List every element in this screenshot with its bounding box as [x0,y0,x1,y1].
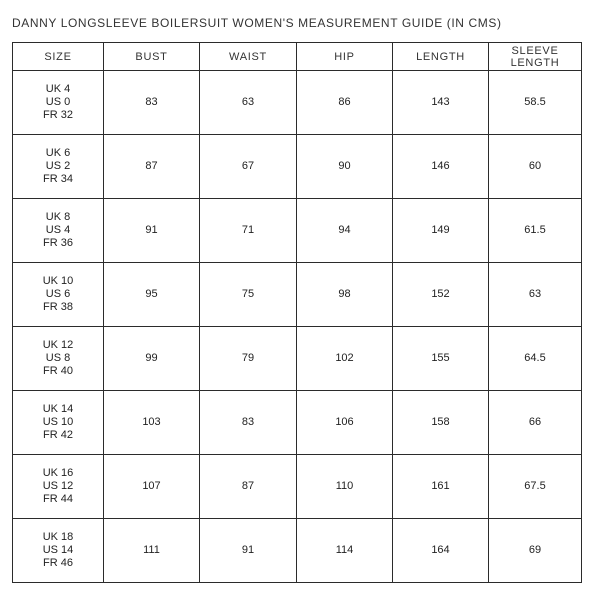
waist-cell: 91 [200,519,297,583]
bust-cell: 87 [104,135,200,199]
sleeve-length-cell: 60 [489,135,582,199]
bust-cell: 99 [104,327,200,391]
table-row [13,135,582,199]
size-uk: UK 8 [45,211,71,223]
size-uk: UK 14 [42,403,74,415]
waist-cell: 83 [200,391,297,455]
size-cell [13,391,104,455]
measurement-table [12,42,582,583]
size-cell [13,199,104,263]
sleeve-length-cell: 67.5 [489,455,582,519]
size-cell [13,519,104,583]
sleeve-length-cell: 63 [489,263,582,327]
size-uk: UK 10 [42,275,74,287]
bust-cell: 103 [104,391,200,455]
waist-cell: 71 [200,199,297,263]
bust-cell: 111 [104,519,200,583]
bust-cell: 91 [104,199,200,263]
size-fr: FR 46 [43,557,73,569]
size-uk: UK 6 [45,147,71,159]
size-fr: FR 34 [43,173,73,185]
column-header-size: SIZE [13,43,104,71]
column-header-bust: BUST [104,43,200,71]
size-uk: UK 16 [42,467,74,479]
size-us: US 0 [45,96,71,108]
hip-cell: 114 [297,519,393,583]
length-cell: 152 [393,263,489,327]
size-fr: FR 36 [43,237,73,249]
size-cell [13,327,104,391]
size-cell [13,455,104,519]
size-cell [13,263,104,327]
hip-cell: 110 [297,455,393,519]
size-us: US 4 [45,224,71,236]
page-title: DANNY LONGSLEEVE BOILERSUIT WOMEN'S MEASUREMENT GUIDE (IN CMS) [12,16,502,30]
size-us: US 14 [42,544,74,556]
size-fr: FR 32 [43,109,73,121]
table-row [13,519,582,583]
sleeve-length-cell: 66 [489,391,582,455]
length-cell: 149 [393,199,489,263]
waist-cell: 87 [200,455,297,519]
waist-cell: 79 [200,327,297,391]
size-uk: UK 18 [42,531,74,543]
hip-cell: 94 [297,199,393,263]
size-us: US 12 [42,480,74,492]
waist-cell: 67 [200,135,297,199]
table-row [13,71,582,135]
column-header-length: LENGTH [393,43,489,71]
size-fr: FR 40 [43,365,73,377]
length-cell: 143 [393,71,489,135]
column-header-waist: WAIST [200,43,297,71]
table-row [13,391,582,455]
column-header-hip: HIP [297,43,393,71]
waist-cell: 75 [200,263,297,327]
sleeve-length-cell: 69 [489,519,582,583]
bust-cell: 83 [104,71,200,135]
table-header-row [13,43,582,71]
table-row [13,327,582,391]
size-cell [13,71,104,135]
size-uk: UK 4 [45,83,71,95]
hip-cell: 86 [297,71,393,135]
bust-cell: 95 [104,263,200,327]
hip-cell: 102 [297,327,393,391]
sleeve-length-cell: 64.5 [489,327,582,391]
hip-cell: 90 [297,135,393,199]
table-row [13,455,582,519]
table-row [13,263,582,327]
length-cell: 146 [393,135,489,199]
size-us: US 6 [45,288,71,300]
length-cell: 161 [393,455,489,519]
size-cell [13,135,104,199]
length-cell: 155 [393,327,489,391]
sleeve-length-cell: 58.5 [489,71,582,135]
size-us: US 10 [42,416,74,428]
bust-cell: 107 [104,455,200,519]
length-cell: 164 [393,519,489,583]
size-fr: FR 42 [43,429,73,441]
waist-cell: 63 [200,71,297,135]
size-fr: FR 38 [43,301,73,313]
size-us: US 2 [45,160,71,172]
size-us: US 8 [45,352,71,364]
hip-cell: 98 [297,263,393,327]
sleeve-length-cell: 61.5 [489,199,582,263]
column-header-sleeve-length: SLEEVE LENGTH [489,43,582,71]
size-uk: UK 12 [42,339,74,351]
hip-cell: 106 [297,391,393,455]
size-fr: FR 44 [43,493,73,505]
table-row [13,199,582,263]
length-cell: 158 [393,391,489,455]
